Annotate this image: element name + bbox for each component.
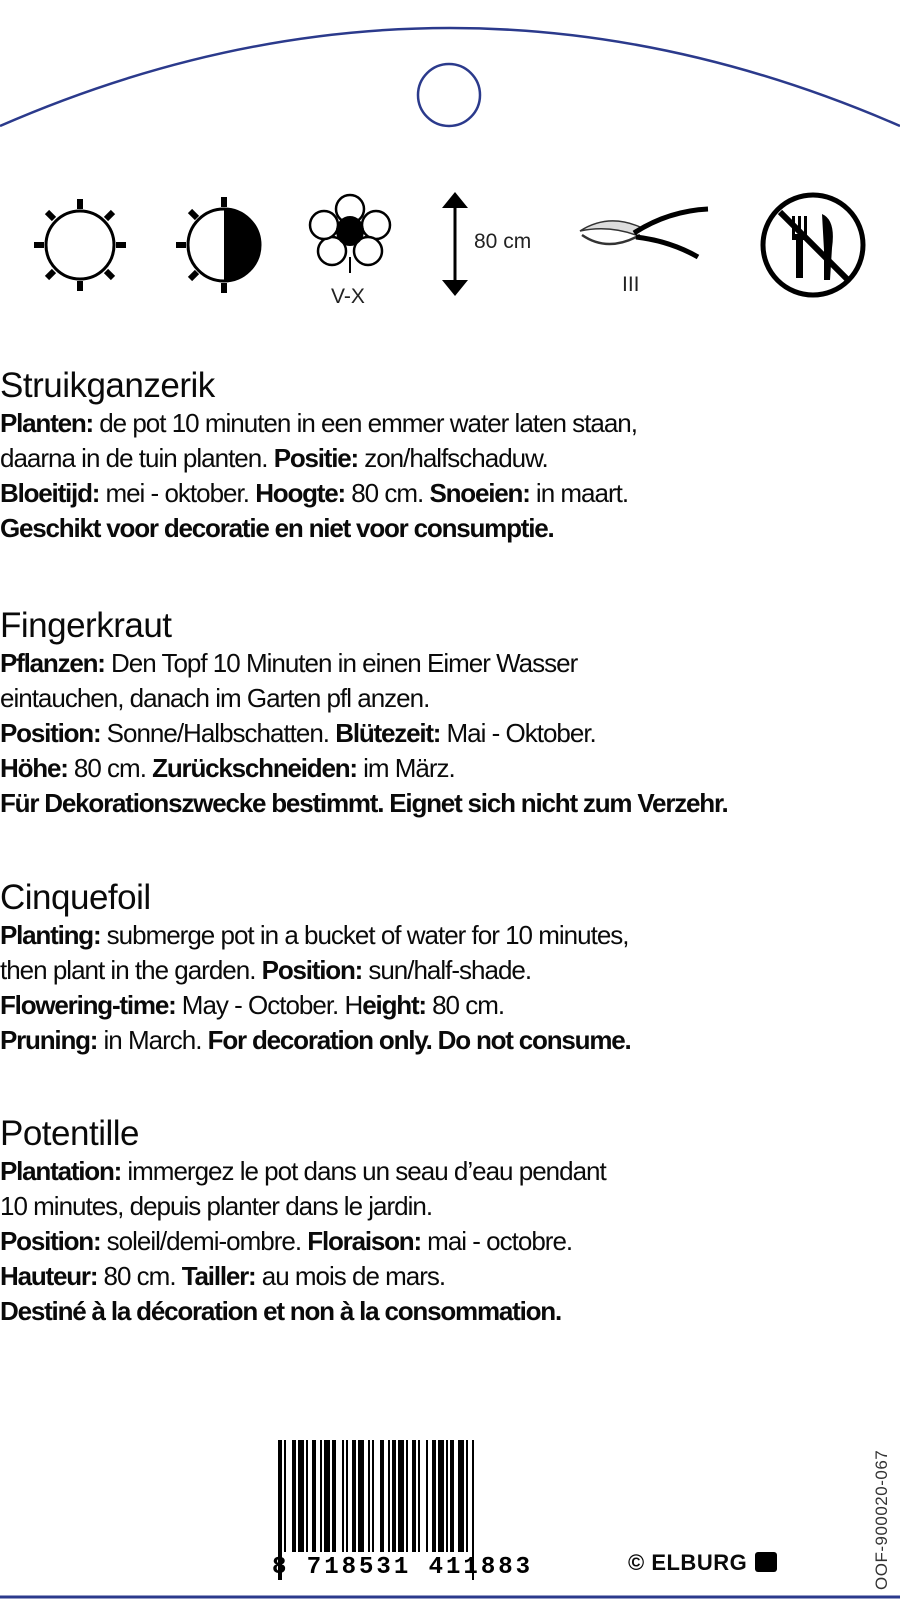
bold-label: Pflanzen: bbox=[0, 648, 105, 678]
section-line bbox=[0, 1259, 900, 1294]
bold-label: Zurückschneiden: bbox=[152, 753, 357, 783]
line-text: 80 cm. bbox=[425, 990, 505, 1020]
pruning-month-label: III bbox=[622, 273, 640, 296]
barcode-bar bbox=[438, 1440, 444, 1552]
line-text: mai - octobre. bbox=[420, 1226, 573, 1256]
barcode-bar bbox=[342, 1440, 344, 1552]
barcode-bar bbox=[412, 1440, 416, 1552]
barcode-bar bbox=[426, 1440, 428, 1552]
barcode-bar bbox=[406, 1440, 408, 1552]
bold-label: Destiné à la décoration et non à la consommation. bbox=[0, 1296, 561, 1326]
section-french bbox=[0, 1114, 900, 1329]
barcode-bar bbox=[446, 1440, 448, 1552]
line-text: 80 cm. bbox=[67, 753, 153, 783]
care-icons-row bbox=[0, 185, 900, 315]
section-line bbox=[0, 646, 900, 681]
barcode-bar bbox=[398, 1440, 404, 1552]
bold-label: Plantation: bbox=[0, 1156, 122, 1186]
line-text: in March. bbox=[97, 1025, 208, 1055]
section-line bbox=[0, 1224, 900, 1259]
section-line bbox=[0, 716, 900, 751]
section-line bbox=[0, 953, 900, 988]
barcode-bar bbox=[458, 1440, 464, 1552]
line-text: 10 minutes, depuis planter dans le jardin. bbox=[0, 1191, 433, 1221]
barcode-number: 8 718531 411883 bbox=[272, 1554, 534, 1581]
line-text: immergez le pot dans un seau d’eau pendant bbox=[121, 1156, 606, 1186]
barcode-bar bbox=[346, 1440, 348, 1552]
line-text: de pot 10 minuten in een emmer water laten staan, bbox=[92, 408, 637, 438]
line-text: im März. bbox=[356, 753, 455, 783]
line-text: Den Topf 10 Minuten in einen Eimer Wasser bbox=[104, 648, 578, 678]
product-code: OOF-900020-067 bbox=[872, 1449, 891, 1590]
barcode-bar bbox=[466, 1440, 468, 1552]
bold-label: Blütezeit: bbox=[335, 718, 441, 748]
section-line bbox=[0, 511, 900, 546]
section-line bbox=[0, 681, 900, 716]
bold-label: For decoration only. Do not consume. bbox=[207, 1025, 631, 1055]
bold-label: Snoeien: bbox=[429, 478, 530, 508]
bold-label: eight: bbox=[362, 990, 426, 1020]
section-title: Potentille bbox=[0, 1114, 139, 1153]
section-line bbox=[0, 786, 900, 821]
barcode-bar bbox=[292, 1440, 296, 1552]
barcode-bar bbox=[388, 1440, 390, 1552]
bold-label: Position: bbox=[0, 1226, 101, 1256]
barcode-bar bbox=[380, 1440, 384, 1552]
half-shade-icon bbox=[172, 195, 272, 295]
bold-label: Hauteur: bbox=[0, 1261, 98, 1291]
bold-label: Position: bbox=[0, 718, 101, 748]
bold-label: Tailler: bbox=[181, 1261, 256, 1291]
line-text: zon/halfschaduw. bbox=[358, 443, 548, 473]
line-text: Sonne/Halbschatten. bbox=[100, 718, 336, 748]
section-line bbox=[0, 1023, 900, 1058]
section-title: Fingerkraut bbox=[0, 606, 172, 645]
bold-label: Pruning: bbox=[0, 1025, 98, 1055]
not-edible-icon bbox=[758, 190, 868, 300]
bold-label: Für Dekorationszwecke bestimmt. Eignet sich nicht zum Verzehr. bbox=[0, 788, 728, 818]
barcode-bar bbox=[312, 1440, 316, 1552]
bold-label: Bloeitijd: bbox=[0, 478, 100, 508]
barcode-bar bbox=[358, 1440, 364, 1552]
section-title: Struikganzerik bbox=[0, 366, 215, 405]
pruning-shears-icon bbox=[578, 205, 713, 265]
barcode-bar bbox=[418, 1440, 420, 1552]
barcode-bar bbox=[332, 1440, 336, 1552]
section-line bbox=[0, 1189, 900, 1224]
line-text: May - October. H bbox=[175, 990, 363, 1020]
section-title: Cinquefoil bbox=[0, 878, 151, 917]
bold-label: Positie: bbox=[273, 443, 358, 473]
bold-label: Planten: bbox=[0, 408, 93, 438]
line-text: 80 cm. bbox=[345, 478, 430, 508]
section-line bbox=[0, 1294, 900, 1329]
barcode-bar bbox=[324, 1440, 330, 1552]
section-english bbox=[0, 878, 900, 1058]
section-line bbox=[0, 988, 900, 1023]
bold-label: Position: bbox=[261, 955, 363, 985]
line-text: eintauchen, danach im Garten pfl anzen. bbox=[0, 683, 430, 713]
bold-label: Flowering-time: bbox=[0, 990, 176, 1020]
brand-name: © ELBURG bbox=[628, 1550, 748, 1575]
section-line bbox=[0, 441, 900, 476]
barcode-bar bbox=[368, 1440, 370, 1552]
bold-label: Planting: bbox=[0, 920, 101, 950]
line-text: in maart. bbox=[529, 478, 629, 508]
line-text: 80 cm. bbox=[97, 1261, 182, 1291]
barcode-bar bbox=[352, 1440, 356, 1552]
flower-icon bbox=[300, 193, 400, 273]
line-text: daarna in de tuin planten. bbox=[0, 443, 274, 473]
barcode-bar bbox=[432, 1440, 436, 1552]
barcode-bar bbox=[320, 1440, 322, 1552]
barcode-bar bbox=[284, 1440, 286, 1552]
line-text: sun/half-shade. bbox=[362, 955, 532, 985]
section-line bbox=[0, 751, 900, 786]
height-icon bbox=[440, 190, 470, 298]
line-text: then plant in the garden. bbox=[0, 955, 262, 985]
height-label: 80 cm bbox=[474, 230, 532, 253]
line-text: au mois de mars. bbox=[255, 1261, 446, 1291]
barcode-bar bbox=[306, 1440, 308, 1552]
brand-logo bbox=[628, 1550, 778, 1576]
line-text: soleil/demi-ombre. bbox=[100, 1226, 308, 1256]
bold-label: Hoogte: bbox=[255, 478, 345, 508]
hang-hole bbox=[418, 64, 480, 126]
section-dutch bbox=[0, 366, 900, 546]
barcode-bar bbox=[392, 1440, 396, 1552]
section-german bbox=[0, 606, 900, 821]
line-text: submerge pot in a bucket of water for 10 minutes, bbox=[100, 920, 629, 950]
section-line bbox=[0, 476, 900, 511]
section-line bbox=[0, 918, 900, 953]
section-line bbox=[0, 406, 900, 441]
section-line bbox=[0, 1154, 900, 1189]
brand-mark-icon bbox=[754, 1550, 778, 1574]
flowering-months-label: V-X bbox=[331, 285, 365, 308]
line-text: Mai - Oktober. bbox=[440, 718, 596, 748]
line-text: mei - oktober. bbox=[99, 478, 256, 508]
bold-label: Höhe: bbox=[0, 753, 68, 783]
bold-label: Geschikt voor decoratie en niet voor consumptie. bbox=[0, 513, 554, 543]
barcode-bar bbox=[372, 1440, 374, 1552]
bold-label: Floraison: bbox=[307, 1226, 421, 1256]
barcode-bar bbox=[298, 1440, 304, 1552]
barcode-bar bbox=[450, 1440, 454, 1552]
full-sun-icon bbox=[30, 195, 130, 295]
